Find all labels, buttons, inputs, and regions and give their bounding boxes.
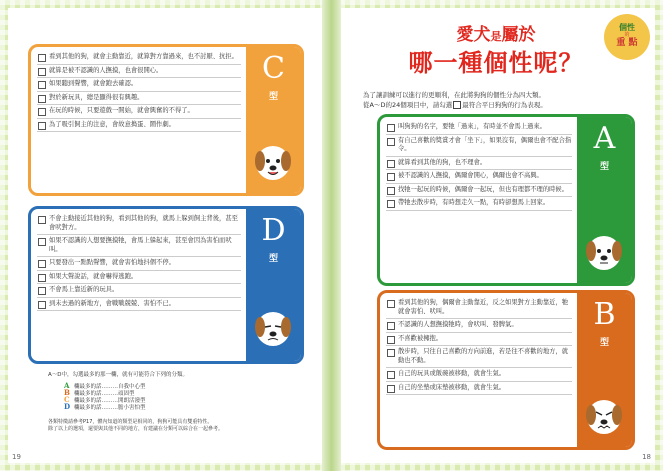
item-text: 如果大聲說話，就會嚇得逃跑。 [49, 272, 138, 280]
checkbox[interactable] [38, 287, 46, 295]
type-d-type-label: 型 [268, 254, 278, 264]
checkbox[interactable] [38, 54, 46, 62]
item-text: 不會主動接近其他的狗，看到其他的狗，就馬上躲到飼主背後，甚至會吠對方。 [49, 215, 238, 231]
type-c-tab [246, 47, 301, 193]
title-word-dog: 愛犬 [456, 25, 491, 45]
type-b-item-4 [386, 346, 572, 368]
item-text: 自己的玩具或飯碗被移動，就會生氣。 [398, 370, 506, 377]
legend-letter-c: C [64, 395, 70, 404]
type-a-type-label: 型 [599, 162, 609, 172]
item-text: 帶牠去散步時，有時想走久一點，有時卻想馬上回家。 [398, 199, 550, 206]
type-d-tab [246, 209, 301, 361]
intro-line-1: 為了讓訓練可以進行的更順利，在此將狗狗的個性分為四大類。 [363, 91, 545, 99]
checkbox[interactable] [38, 260, 46, 268]
legend-line-a [64, 382, 288, 389]
item-text: 不認識的人想撫摸牠時，會吠叫、發脾氣。 [398, 321, 518, 328]
checkbox[interactable] [387, 322, 395, 330]
type-a-letter: A [593, 121, 616, 156]
type-b-card [377, 290, 635, 450]
page-number-right: 18 [642, 453, 651, 461]
type-a-item-6 [386, 197, 572, 211]
badge-top: 個性 [619, 23, 635, 32]
happy-dog-icon [252, 143, 294, 181]
type-a-item-5 [386, 184, 572, 198]
checkbox[interactable] [38, 108, 46, 116]
checkbox[interactable] [38, 301, 46, 309]
calm-dog-icon [583, 233, 625, 271]
checkbox[interactable] [387, 187, 395, 195]
checkbox[interactable] [387, 138, 395, 146]
intro-line-2b: 最符合平日狗狗的行為表現。 [462, 101, 547, 109]
type-d-item-1 [37, 213, 241, 235]
legend-line-d [64, 403, 288, 410]
scared-dog-icon [252, 309, 294, 347]
title-word-belongs: 屬於 [501, 25, 536, 45]
type-c-checklist [37, 51, 241, 132]
item-text: 就算是被不認識的人撫摸，也會很開心。 [49, 66, 163, 74]
page-number-left: 19 [12, 453, 21, 461]
item-text: 為了吸引飼主的注意，會故意搗蛋、鬧作劇。 [49, 120, 175, 128]
title-word-is: 是 [490, 30, 502, 43]
type-b-letter: B [593, 297, 616, 332]
type-a-item-4 [386, 170, 572, 184]
intro-checkbox-icon [453, 101, 461, 109]
type-d-letter: D [261, 213, 286, 248]
intro-line-2a: 從A～D的24個項目中，請勾選 [363, 101, 453, 109]
type-d-checklist [37, 213, 241, 311]
item-text: 不喜歡被擁抱。 [398, 334, 443, 342]
type-c-item-2 [37, 65, 241, 79]
type-d-item-5 [37, 284, 241, 298]
type-d-item-6 [37, 298, 241, 312]
page-spine [322, 0, 341, 471]
item-text: 對於新玩具，總是顯得很有興趣。 [49, 93, 144, 101]
checkbox[interactable] [387, 385, 395, 393]
item-text: 自己的坐墊或床墊被移動，就會生氣。 [398, 383, 506, 391]
item-text: 到未去過的新地方，會戰戰兢兢、害怕不已。 [49, 299, 175, 307]
checkbox[interactable] [387, 160, 395, 168]
item-text: 不會馬上靠近新的玩具。 [49, 286, 119, 293]
item-text: 就算看到其他的狗，也不理會。 [398, 158, 487, 166]
type-b-item-5 [386, 368, 572, 382]
legend-letter-d: D [64, 402, 71, 411]
type-b-item-2 [386, 319, 572, 333]
type-a-checklist [386, 121, 572, 211]
type-d-item-4 [37, 271, 241, 285]
type-d-item-2 [37, 235, 241, 257]
type-b-item-6 [386, 382, 572, 396]
badge-mid: 的 [624, 32, 630, 38]
legend-intro: A～D中，勾選最多的那一欄，就有可能符合下列的分類。 [48, 372, 188, 378]
right-page [341, 8, 655, 463]
item-text: 看到其他的狗，偶爾會主動靠近，反之如果對方主動靠近，牠就會害怕、吠叫。 [398, 299, 569, 315]
type-b-type-label: 型 [599, 338, 609, 348]
legend-text-b: 欄最多的話………頑固型 [74, 391, 135, 397]
checkbox[interactable] [38, 122, 46, 130]
item-text: 在玩的時候，只要遊戲一開始，就會興奮的不得了。 [49, 107, 194, 114]
item-text: 找牠一起玩的時候，偶爾會一起玩，但也有理都不理的時候。 [398, 185, 569, 193]
left-page [8, 8, 322, 463]
type-c-type-label: 型 [268, 92, 278, 102]
checkbox[interactable] [38, 68, 46, 76]
checkbox[interactable] [38, 238, 46, 246]
type-b-tab [577, 293, 632, 447]
type-a-item-2 [386, 135, 572, 157]
legend-note-2: 除了以上的選項，還要與其他不同的地方，有建議在分類可以綜合在一起參考。 [48, 426, 224, 432]
type-b-checklist [386, 297, 572, 395]
checkbox[interactable] [387, 173, 395, 181]
type-c-item-5 [37, 105, 241, 119]
type-b-item-3 [386, 333, 572, 347]
angry-dog-icon [583, 397, 625, 435]
item-text: 叫狗狗的名字，要牠「過來」，有時並不會馬上過來。 [398, 123, 546, 130]
checkbox[interactable] [38, 81, 46, 89]
checkbox[interactable] [387, 349, 395, 357]
badge-bottom: 重 點 [616, 38, 638, 48]
checkbox[interactable] [38, 274, 46, 282]
title-line-1 [371, 24, 621, 48]
title-block [371, 24, 621, 86]
checkbox[interactable] [387, 336, 395, 344]
type-a-card [377, 114, 635, 286]
legend-text-c: 欄最多的話………開朗活潑型 [74, 398, 146, 404]
type-a-tab [577, 117, 632, 283]
type-b-item-1 [386, 297, 572, 319]
item-text: 散步時，只往自己喜歡的方向前進，若是往不喜歡的地方，就動也不動。 [398, 348, 569, 364]
checkbox[interactable] [387, 200, 395, 208]
legend-letter-b: B [64, 388, 70, 397]
legend-line-b [64, 389, 288, 396]
type-c-item-4 [37, 92, 241, 106]
legend-lines [64, 382, 288, 410]
legend-letter-a: A [64, 381, 70, 390]
checkbox[interactable] [38, 95, 46, 103]
type-d-card [28, 206, 304, 364]
type-c-letter: C [262, 51, 285, 86]
checkbox[interactable] [387, 300, 395, 308]
type-c-item-1 [37, 51, 241, 65]
legend-line-c [64, 396, 288, 403]
type-a-item-3 [386, 157, 572, 171]
legend-text-a: 欄最多的話………自我中心型 [74, 384, 146, 390]
item-text: 有自己喜歡的獎賞才會「坐下」，如果沒有，偶爾也會不配合指令。 [398, 136, 572, 152]
type-d-item-3 [37, 257, 241, 271]
intro-text [363, 90, 643, 110]
legend-text-d: 欄最多的話………膽小害怕型 [74, 405, 146, 411]
item-text: 看到其他的狗，就會主動靠近，就算對方靠過來，也不討厭、抗拒。 [49, 53, 238, 60]
item-text: 被不認識的人撫摸，偶爾會開心，偶爾也會不高興。 [398, 172, 543, 179]
intro-line-2 [363, 100, 643, 110]
checkbox[interactable] [387, 124, 395, 132]
checkbox[interactable] [38, 216, 46, 224]
item-text: 只要發出一點點聲響，就會害怕地抖個不停。 [49, 259, 175, 266]
section-badge [604, 14, 650, 60]
type-a-item-1 [386, 121, 572, 135]
type-c-item-6 [37, 119, 241, 133]
legend-note-1: 各類特徵請參考P17，體內知道的類型是相同的，狗狗可能具有雙重特性。 [48, 419, 213, 425]
title-line-2: 哪一種個性呢？ [408, 49, 584, 77]
item-text: 如果不認識的人想要撫摸牠，會馬上躲起來，甚至會因為害怕而吠叫。 [49, 237, 232, 253]
result-legend [48, 370, 288, 432]
type-c-item-3 [37, 78, 241, 92]
checkbox[interactable] [387, 371, 395, 379]
type-c-card [28, 44, 304, 196]
item-text: 如果聽到聲響，就會跑去確認。 [49, 80, 138, 87]
